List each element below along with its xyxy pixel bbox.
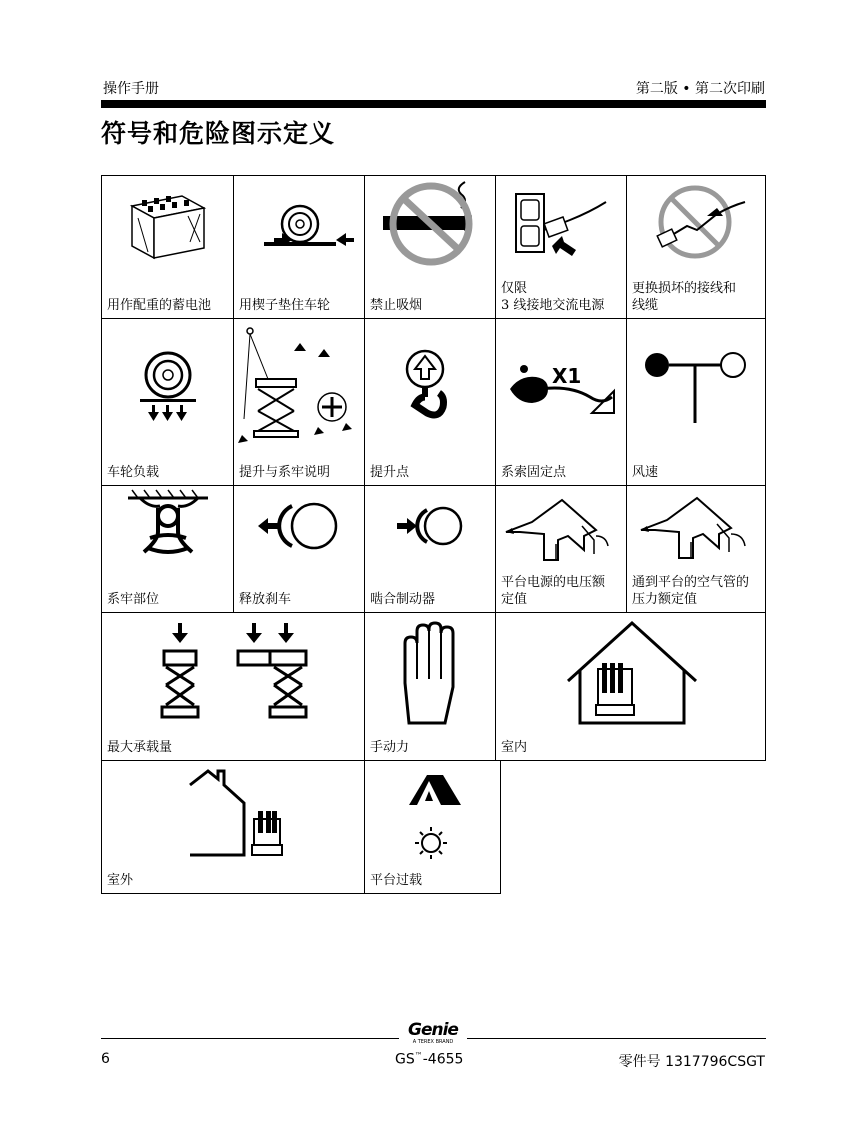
symbol-label: 啮合制动器 xyxy=(370,592,436,607)
symbol-cell-lift-point xyxy=(364,318,496,486)
symbol-cell-grounded-outlet xyxy=(495,175,627,319)
symbol-cell-tie-down xyxy=(101,485,234,613)
symbol-label: 风速 xyxy=(632,465,659,480)
footer-rule-right xyxy=(467,1038,766,1039)
tie-down-icon xyxy=(102,486,233,586)
no-smoking-icon xyxy=(365,176,495,286)
platform-overload-icon xyxy=(365,761,500,866)
symbol-cell-wind-speed xyxy=(626,318,766,486)
battery-icon xyxy=(102,176,233,286)
symbol-cell-wheel-load xyxy=(101,318,234,486)
symbol-cell-damaged-cable xyxy=(626,175,766,319)
symbol-cell-lift-tie-down xyxy=(233,318,365,486)
symbol-label: 最大承载量 xyxy=(107,740,173,755)
damaged-cable-icon xyxy=(627,176,765,286)
symbol-cell-air-line xyxy=(626,485,766,613)
symbol-label: 用楔子垫住车轮 xyxy=(239,298,331,313)
grounded-outlet-icon xyxy=(496,176,626,286)
model-number xyxy=(395,1051,463,1068)
logo-tagline: A TEREX BRAND xyxy=(412,1039,454,1045)
symbol-label: 释放刹车 xyxy=(239,592,292,607)
edition-info: 第二版 • 第二次印刷 xyxy=(635,81,765,97)
wheel-load-icon xyxy=(102,319,233,459)
footer-rule-left xyxy=(101,1038,399,1039)
wind-speed-icon xyxy=(627,319,765,459)
part-number: 零件号 1317796CSGT xyxy=(618,1054,765,1070)
lift-point-icon xyxy=(365,319,495,459)
symbol-label: 平台过载 xyxy=(370,873,423,888)
symbol-label: 提升点 xyxy=(370,465,410,480)
symbol-label: 用作配重的蓄电池 xyxy=(107,298,212,313)
manual-force-icon xyxy=(365,613,495,733)
release-brake-icon xyxy=(234,486,364,586)
symbol-cell-manual-force xyxy=(364,612,496,761)
lanyard-anchor-icon xyxy=(496,319,626,459)
symbol-label: 禁止吸烟 xyxy=(370,298,423,313)
trademark: ™ xyxy=(414,1051,423,1060)
symbol-cell-no-smoking xyxy=(364,175,496,319)
svg-text:X1: X1 xyxy=(552,364,582,388)
symbol-cell-outdoor xyxy=(101,760,365,894)
symbol-label: 提升与系牢说明 xyxy=(239,465,331,480)
symbol-label: 车轮负载 xyxy=(107,465,160,480)
page-title: 符号和危险图示定义 xyxy=(101,119,336,148)
symbol-cell-lanyard-anchor xyxy=(495,318,627,486)
symbol-cell-wheel-chock xyxy=(233,175,365,319)
outdoor-icon xyxy=(102,761,364,866)
platform-power-icon xyxy=(496,486,626,586)
symbol-cell-indoor xyxy=(495,612,766,761)
symbol-label: 系牢部位 xyxy=(107,592,160,607)
symbol-cell-platform-power xyxy=(495,485,627,613)
genie-logo xyxy=(402,1022,464,1046)
model-suffix: -4655 xyxy=(422,1051,464,1068)
indoor-icon xyxy=(496,613,765,733)
symbol-label: 通到平台的空气管的 压力额定值 xyxy=(632,575,750,607)
symbol-cell-release-brake xyxy=(233,485,365,613)
logo-wordmark: Genie xyxy=(408,1020,458,1040)
symbol-cell-engage-brake xyxy=(364,485,496,613)
lift-tie-down-icon xyxy=(234,319,364,459)
symbol-cell-battery xyxy=(101,175,234,319)
symbol-label: 更换损坏的接线和 线缆 xyxy=(632,281,737,313)
symbol-label: 平台电源的电压额 定值 xyxy=(501,575,606,607)
manual-title: 操作手册 xyxy=(103,81,159,97)
symbol-label: 室外 xyxy=(107,873,134,888)
symbol-cell-platform-overload xyxy=(364,760,501,894)
symbol-label: 室内 xyxy=(501,740,528,755)
page-number: 6 xyxy=(101,1051,110,1067)
symbol-cell-max-capacity xyxy=(101,612,365,761)
model-prefix: GS xyxy=(395,1051,415,1068)
header-rule xyxy=(101,100,766,108)
air-line-icon xyxy=(627,486,765,586)
symbol-label: 仅限 3 线接地交流电源 xyxy=(501,281,605,313)
symbol-label: 手动力 xyxy=(370,740,410,755)
max-capacity-icon xyxy=(102,613,364,733)
symbol-label: 系索固定点 xyxy=(501,465,567,480)
wheel-chock-icon xyxy=(234,176,364,286)
engage-brake-icon xyxy=(365,486,495,586)
